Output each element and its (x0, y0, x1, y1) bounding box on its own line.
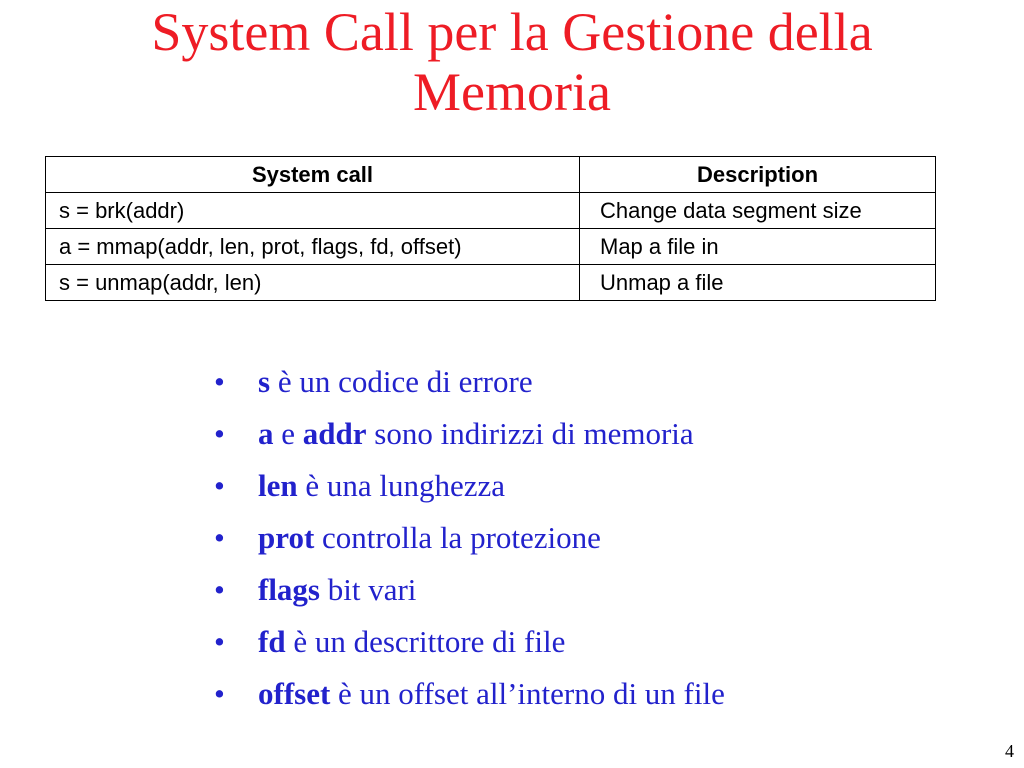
system-call-table (45, 156, 936, 301)
slide-title-line-2: Memoria (413, 62, 611, 122)
bullet-connector: e (273, 416, 303, 451)
bullet-dot-icon: • (214, 572, 225, 607)
bullet-text: è un codice di errore (270, 364, 533, 399)
bullet-dot-icon: • (214, 416, 225, 451)
table-row (46, 193, 936, 229)
bullet-text: controlla la protezione (314, 520, 601, 555)
table-cell-description: Change data segment size (580, 193, 936, 229)
bullet-text: bit vari (320, 572, 417, 607)
list-item (214, 360, 725, 412)
list-item (214, 620, 725, 672)
bullet-text: è un offset all’interno di un file (330, 676, 725, 711)
bullet-term: len (258, 468, 298, 503)
bullet-text: è una lunghezza (297, 468, 506, 503)
list-item (214, 672, 725, 724)
bullet-text: è un descrittore di file (285, 624, 566, 659)
list-item (214, 516, 725, 568)
bullet-term: flags (258, 572, 320, 607)
column-header-system-call: System call (46, 157, 580, 193)
slide-title-line-1: System Call per la Gestione della (151, 2, 873, 62)
table-row (46, 265, 936, 301)
table-header-row (46, 157, 936, 193)
bullet-dot-icon: • (214, 364, 225, 399)
table-cell-system-call: s = brk(addr) (46, 193, 580, 229)
list-item (214, 568, 725, 620)
bullet-list (214, 360, 725, 724)
bullet-term: a (258, 416, 274, 451)
bullet-term: offset (258, 676, 331, 711)
bullet-dot-icon: • (214, 624, 225, 659)
bullet-term: fd (258, 624, 286, 659)
bullet-term: prot (258, 520, 315, 555)
list-item (214, 412, 725, 464)
bullet-dot-icon: • (214, 676, 225, 711)
page-number: 4 (1005, 741, 1014, 761)
column-header-description: Description (580, 157, 936, 193)
table-cell-description: Map a file in (580, 229, 936, 265)
bullet-text: sono indirizzi di memoria (366, 416, 694, 451)
bullet-term: s (258, 364, 271, 399)
table-cell-system-call: s = unmap(addr, len) (46, 265, 580, 301)
slide-title (0, 2, 1024, 122)
table-cell-system-call: a = mmap(addr, len, prot, flags, fd, offset) (46, 229, 580, 265)
list-item (214, 464, 725, 516)
table-row (46, 229, 936, 265)
bullet-dot-icon: • (214, 468, 225, 503)
bullet-term-2: addr (302, 416, 367, 451)
table-cell-description: Unmap a file (580, 265, 936, 301)
bullet-dot-icon: • (214, 520, 225, 555)
